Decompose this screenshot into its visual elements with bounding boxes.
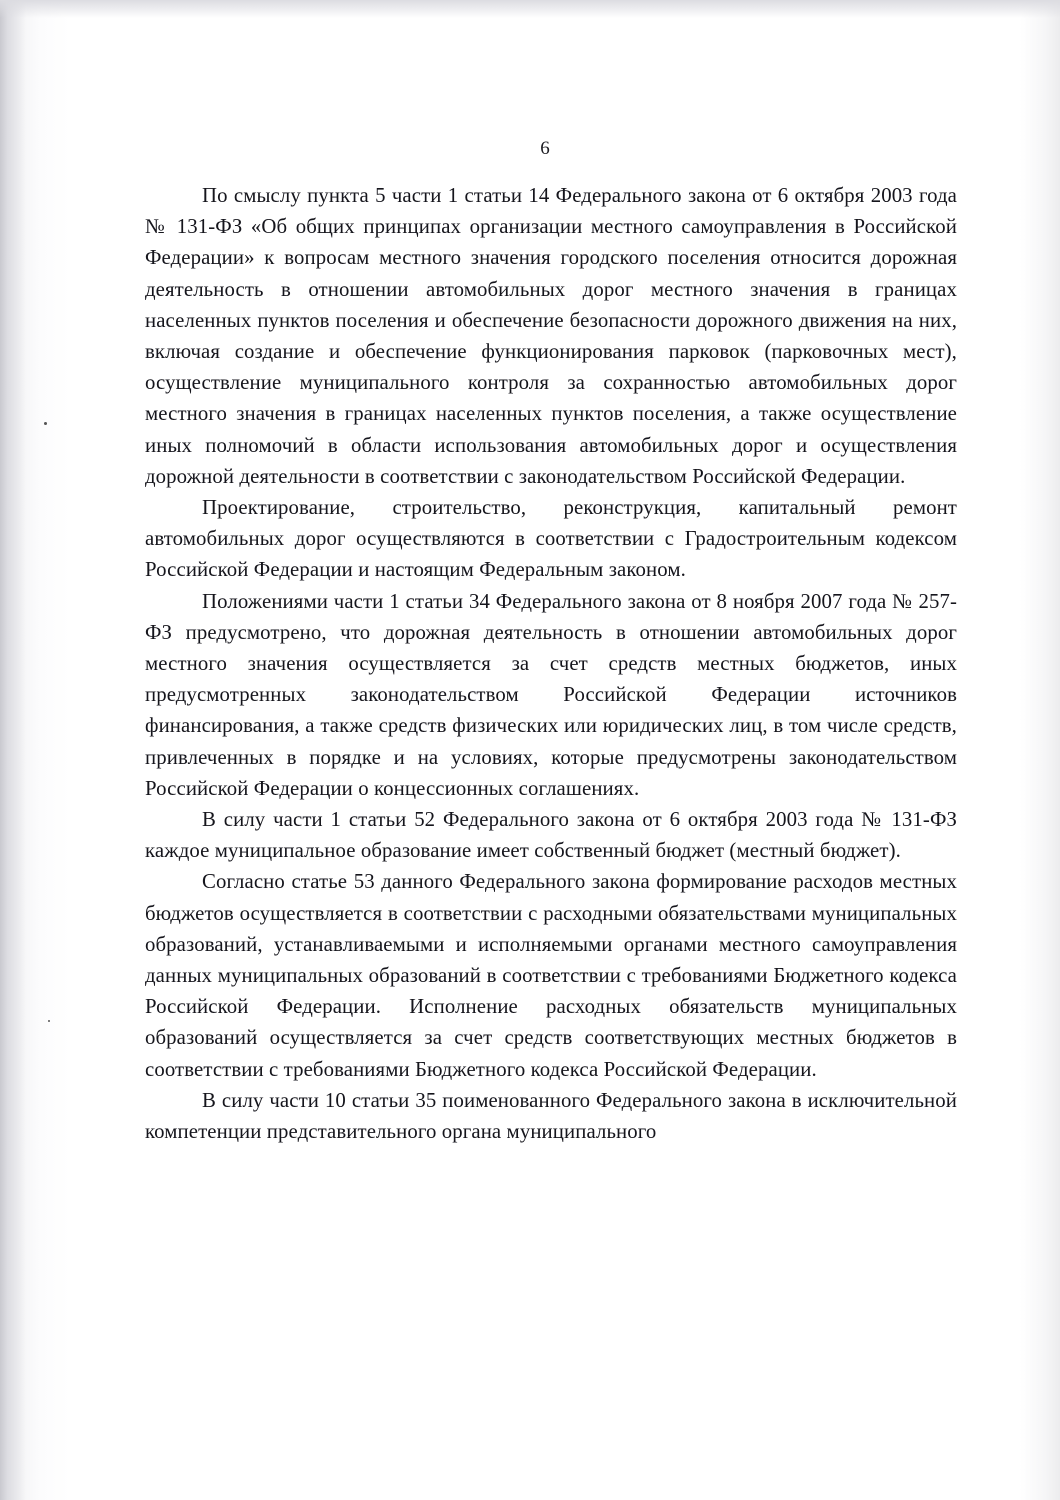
paragraph-3: Положениями части 1 статьи 34 Федерального закона от 8 ноября 2007 года № 257-ФЗ предусмотрено, что дорожная деятельность в отношении автомобильных дорог местного значения осуществляется за счет средств местных бюджетов, иных предусмотренных законодательством Российской Федерации источников финансирования, а также средств физических или юридических лиц, в том числе средств, привлеченных в порядке и на условиях, которые предусмотрены законодательством Российской Федерации о концессионных соглашениях. — [145, 589, 957, 800]
paragraph-1: По смыслу пункта 5 части 1 статьи 14 Федерального закона от 6 октября 2003 года № 131-ФЗ «Об общих принципах организации местного самоуправления в Российской Федерации» к вопросам местного значения городского поселения относится дорожная деятельность в отношении автомобильных дорог местного значения в границах населенных пунктов поселения и обеспечение безопасности дорожного движения на них, включая создание и обеспечение функционирования парковок (парковочных мест), осуществление муниципального контроля за сохранностью автомобильных дорог местного значения в границах населенных пунктов поселения, а также осуществление иных полномочий в области использования автомобильных дорог и осуществления дорожной деятельности в соответствии с законодательством Российской Федерации. — [145, 184, 957, 488]
paragraph-4: В силу части 1 статьи 52 Федерального закона от 6 октября 2003 года № 131-ФЗ каждое муниципальное образование имеет собственный бюджет (местный бюджет). — [145, 808, 957, 863]
page-number: 6 — [540, 138, 550, 159]
paragraph-5: Согласно статье 53 данного Федерального закона формирование расходов местных бюджетов осуществляется в соответствии с расходными обязательствами муниципальных образований, устанавливаемыми и исполняемыми органами местного самоуправления данных муниципальных образований в соответствии с требованиями Бюджетного кодекса Российской Федерации. Исполнение расходных обязательств муниципальных образований осуществляется за счет средств соответствующих местных бюджетов в соответствии с требованиями Бюджетного кодекса Российской Федерации. — [145, 870, 957, 1081]
scan-speck — [44, 422, 47, 425]
document-body — [145, 180, 957, 1147]
scan-speck — [48, 1020, 50, 1022]
paragraph-6: В силу части 10 статьи 35 поименованного Федерального закона в исключительной компетенции представительного органа муниципального — [145, 1088, 957, 1144]
paragraph-2: Проектирование, строительство, реконструкция, капитальный ремонт автомобильных дорог осуществляются в соответствии с Градостроительным кодексом Российской Федерации и настоящим Федеральным законом. — [145, 496, 957, 582]
page-edge-shadow — [0, 0, 26, 1500]
page-top-shadow — [0, 0, 1060, 18]
